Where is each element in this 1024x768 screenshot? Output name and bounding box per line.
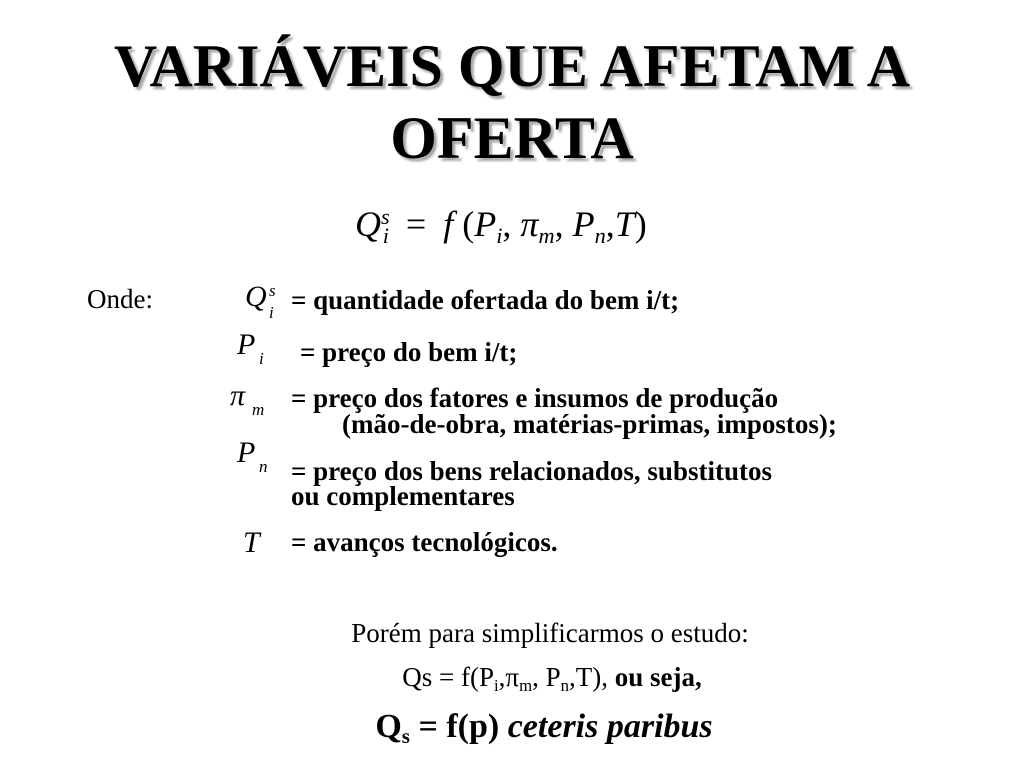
- symbol-t: T: [243, 526, 260, 559]
- eq-arg-pim: $\pi_m$: [520, 204, 555, 248]
- eq-arg-pi: $P_i$: [474, 204, 503, 248]
- symbol-pi: P i: [237, 328, 264, 368]
- ceteris-paribus: ceteris paribus: [507, 708, 713, 745]
- slide-title-line-1: VARIÁVEIS QUE AFETAM A: [113, 33, 911, 99]
- supply-function-equation: [355, 203, 647, 248]
- eq-comma: ,: [605, 204, 615, 244]
- ou-seja: ou seja,: [614, 662, 702, 692]
- definition-factor-prices-detail: (mão-de-obra, matérias-primas, impostos);: [342, 409, 837, 439]
- simplify-intro: Porém para simplificarmos o estudo:: [351, 618, 749, 648]
- symbol-pn: P n: [237, 436, 268, 476]
- eq-func: f: [443, 204, 454, 244]
- ceteris-paribus-equation: $Q_s = f(p)$ ceteris paribus: [375, 708, 713, 749]
- eq-equals: =: [405, 204, 427, 244]
- symbol-qis: Q s i: [245, 280, 276, 322]
- definition-factor-prices: = preço dos fatores e insumos de produção: [291, 383, 779, 413]
- eq-comma: ,: [554, 204, 564, 244]
- eq-comma: ,: [502, 204, 512, 244]
- eq-arg-pn: $P_n$: [572, 204, 606, 248]
- eq-arg-t: T: [614, 204, 635, 244]
- definition-quantity: = quantidade ofertada do bem i/t;: [291, 285, 680, 315]
- eq-lhs: $Q^s_i$: [355, 203, 390, 248]
- eq-close-paren: ): [634, 204, 647, 244]
- symbol-pim: π m: [230, 379, 265, 419]
- simplified-equation: $Qs = f(P_i,\pi_m$, $P_n,T$), ou seja,: [402, 662, 702, 696]
- definition-price: = preço do bem i/t;: [300, 337, 518, 367]
- eq-open-paren: (: [462, 204, 475, 244]
- definition-related-goods: = preço dos bens relacionados, substitutos: [291, 456, 772, 486]
- onde-label: Onde:: [87, 284, 153, 314]
- definition-technology: = avanços tecnológicos.: [291, 527, 558, 557]
- slide-title-line-2: OFERTA: [390, 105, 634, 171]
- definition-related-goods-detail: ou complementares: [291, 481, 515, 511]
